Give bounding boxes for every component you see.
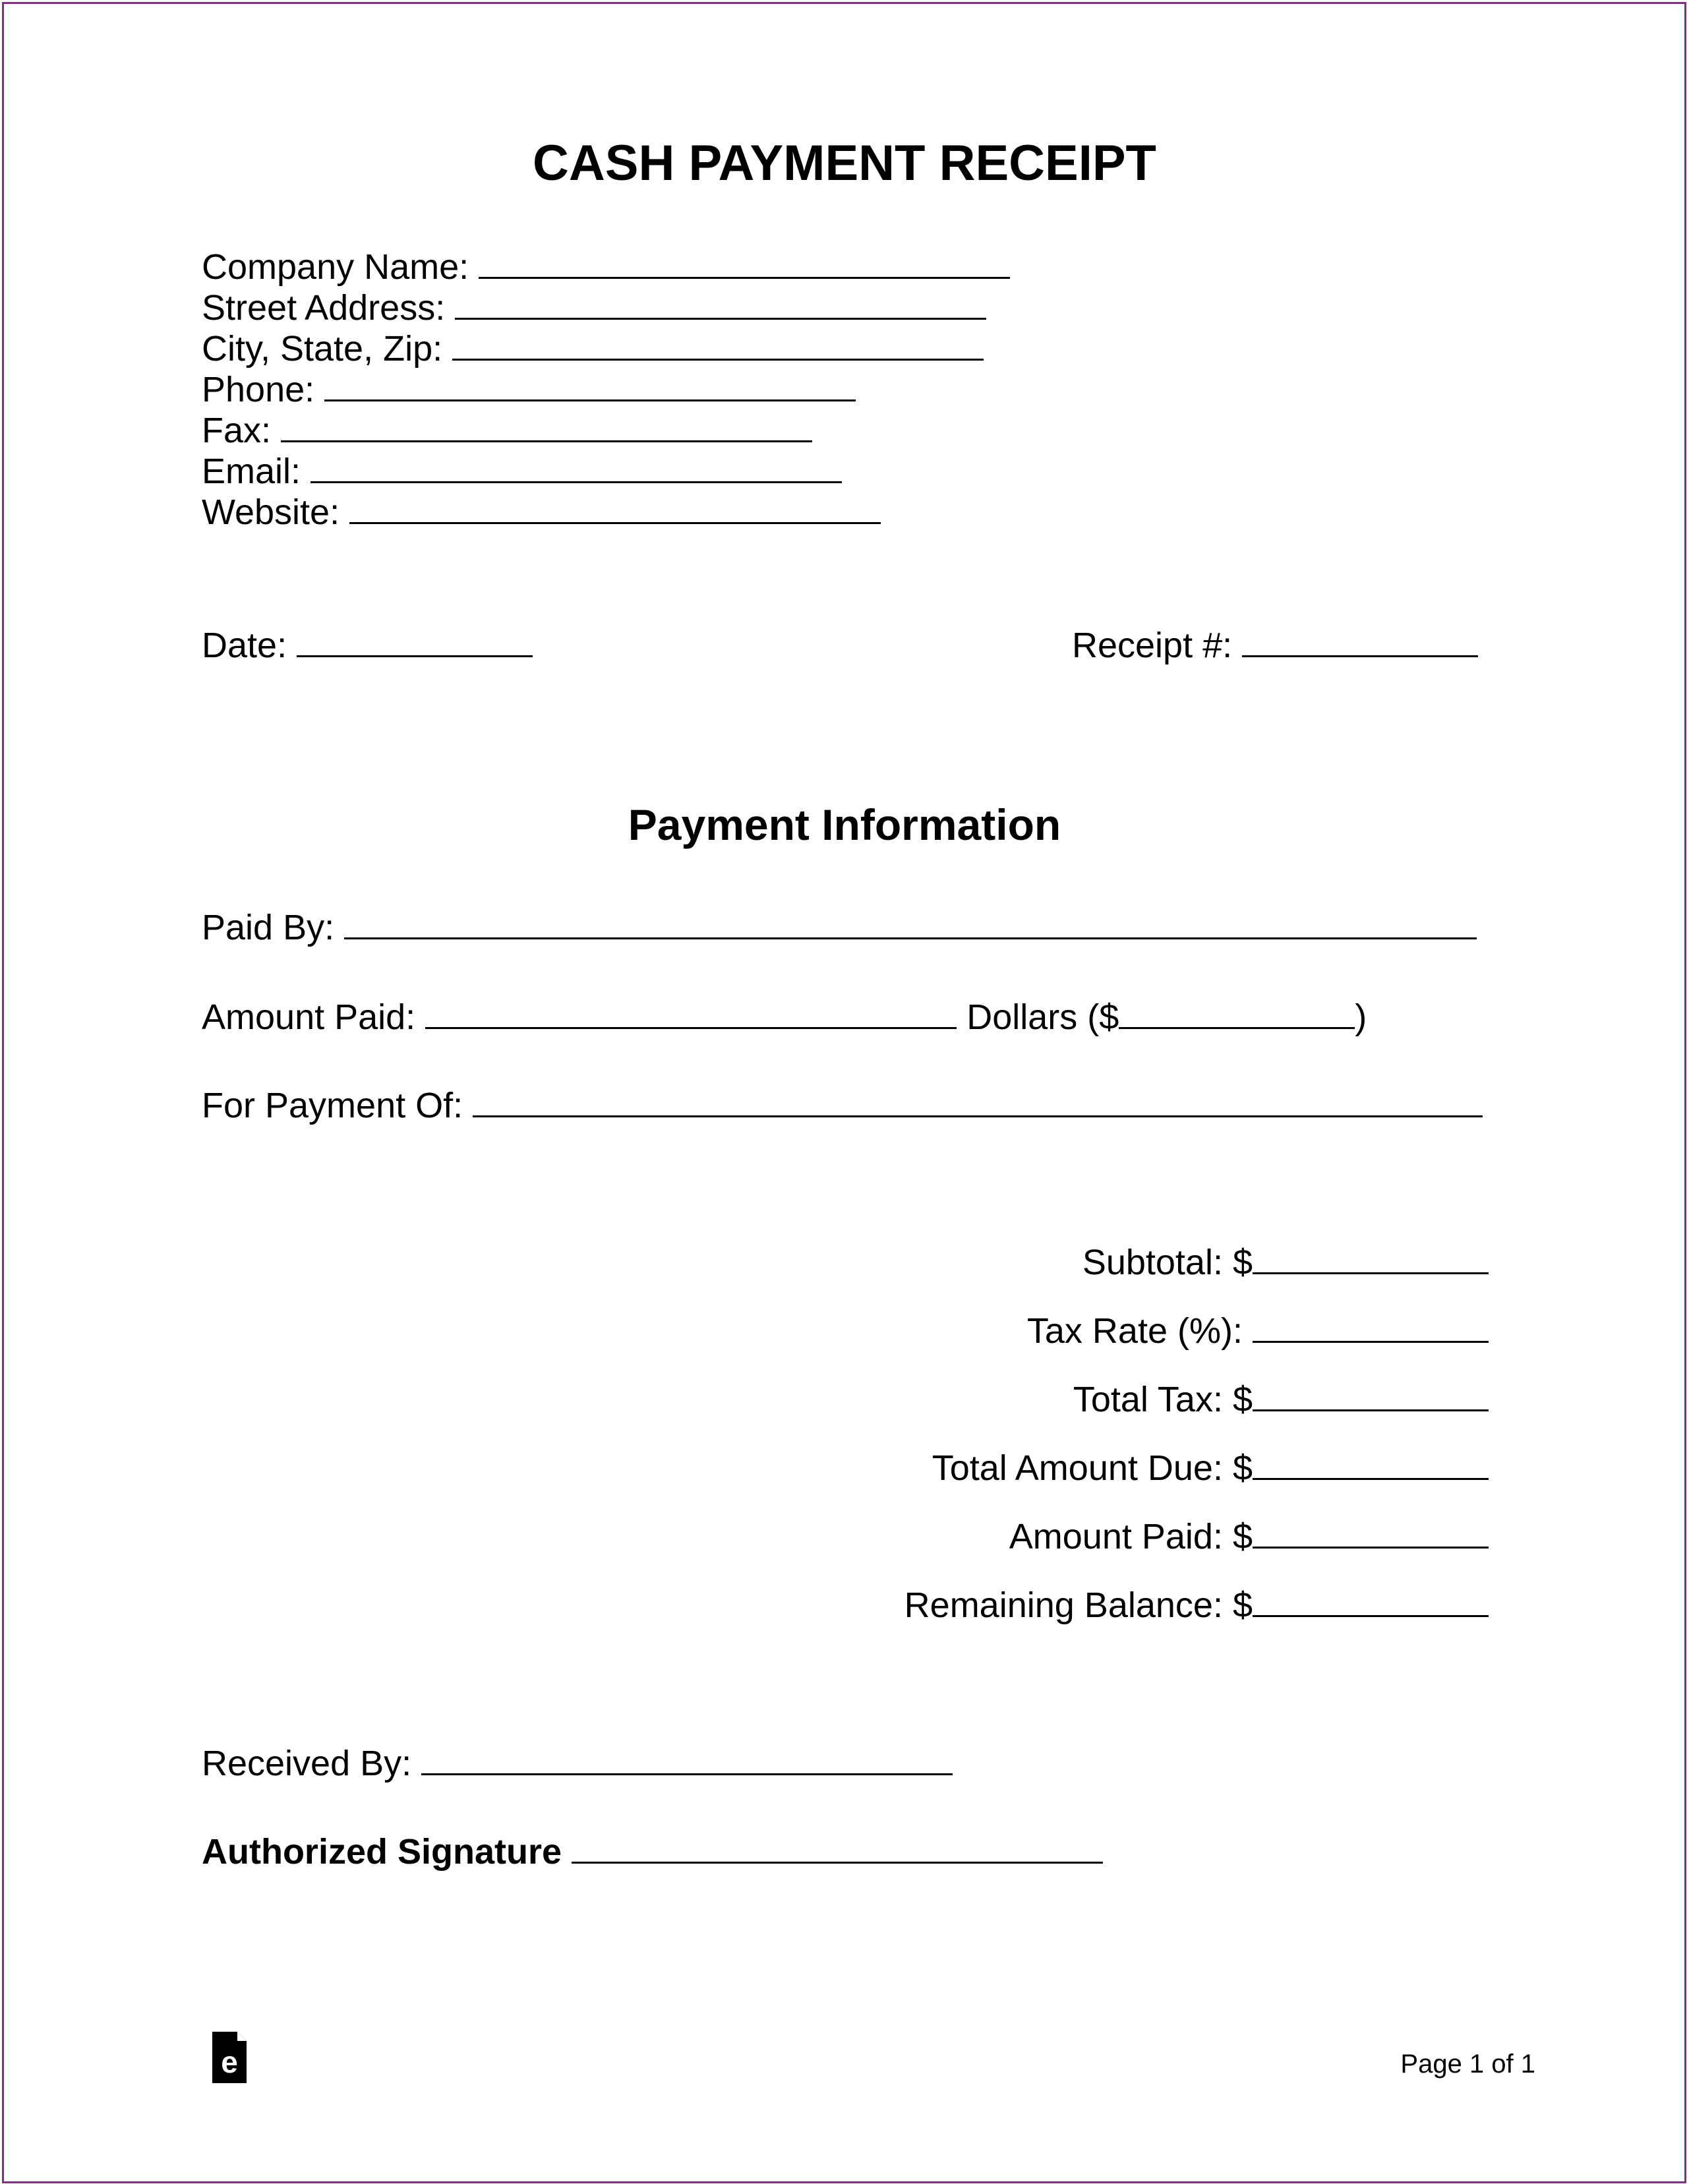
totals-amount-paid-blank[interactable] bbox=[1253, 1515, 1489, 1549]
total-amount-due-label: Total Amount Due: $ bbox=[932, 1448, 1253, 1488]
total-amount-due-row bbox=[932, 1446, 1489, 1489]
authorized-signature-row bbox=[202, 1830, 1103, 1872]
dollars-label: Dollars ($ bbox=[966, 997, 1119, 1037]
received-by-blank[interactable] bbox=[421, 1742, 953, 1775]
total-tax-label: Total Tax: $ bbox=[1073, 1380, 1253, 1419]
date-label: Date: bbox=[202, 626, 287, 665]
totals-amount-paid-label: Amount Paid: $ bbox=[1009, 1517, 1253, 1556]
email-label: Email: bbox=[202, 452, 301, 491]
page-title: CASH PAYMENT RECEIPT bbox=[533, 135, 1156, 191]
company-name-blank[interactable] bbox=[479, 245, 1010, 279]
amount-paid-row bbox=[202, 995, 1367, 1038]
for-payment-of-blank[interactable] bbox=[473, 1084, 1483, 1117]
receipt-number-label: Receipt #: bbox=[1072, 626, 1233, 665]
phone-label: Phone: bbox=[202, 370, 315, 409]
website-label: Website: bbox=[202, 492, 340, 532]
city-state-zip-blank[interactable] bbox=[452, 327, 984, 361]
for-payment-of-row bbox=[202, 1084, 1483, 1126]
paid-by-blank[interactable] bbox=[344, 906, 1477, 939]
street-address-label: Street Address: bbox=[202, 288, 446, 328]
total-amount-due-blank[interactable] bbox=[1253, 1446, 1489, 1480]
totals-amount-paid-row bbox=[1009, 1515, 1489, 1557]
phone-row bbox=[202, 368, 856, 410]
paid-by-row bbox=[202, 906, 1477, 948]
received-by-label: Received By: bbox=[202, 1744, 412, 1783]
amount-paid-label: Amount Paid: bbox=[202, 997, 416, 1037]
company-name-label: Company Name: bbox=[202, 247, 469, 287]
subtotal-row bbox=[1082, 1241, 1489, 1283]
eforms-logo-icon bbox=[211, 2030, 248, 2084]
subtotal-blank[interactable] bbox=[1253, 1241, 1489, 1274]
date-row bbox=[202, 624, 533, 666]
tax-rate-blank[interactable] bbox=[1253, 1309, 1489, 1343]
city-state-zip-row bbox=[202, 327, 984, 369]
svg-text:e: e bbox=[221, 2045, 238, 2079]
street-address-row bbox=[202, 286, 986, 328]
email-row bbox=[202, 450, 842, 492]
payment-information-heading: Payment Information bbox=[628, 800, 1061, 849]
date-blank[interactable] bbox=[297, 624, 533, 657]
authorized-signature-label: Authorized Signature bbox=[202, 1832, 562, 1872]
company-name-row bbox=[202, 245, 1010, 287]
received-by-row bbox=[202, 1742, 953, 1784]
fax-row bbox=[202, 409, 812, 451]
dollars-close: ) bbox=[1355, 997, 1367, 1037]
receipt-number-blank[interactable] bbox=[1242, 624, 1478, 657]
street-address-blank[interactable] bbox=[455, 286, 986, 320]
city-state-zip-label: City, State, Zip: bbox=[202, 329, 443, 369]
for-payment-of-label: For Payment Of: bbox=[202, 1086, 463, 1125]
tax-rate-row bbox=[1027, 1309, 1489, 1351]
total-tax-blank[interactable] bbox=[1253, 1378, 1489, 1411]
total-tax-row bbox=[1073, 1378, 1489, 1420]
page-number: Page 1 of 1 bbox=[1400, 2050, 1535, 2079]
subtotal-label: Subtotal: $ bbox=[1082, 1243, 1253, 1282]
receipt-number-row bbox=[1072, 624, 1478, 666]
phone-blank[interactable] bbox=[324, 368, 856, 401]
authorized-signature-blank[interactable] bbox=[572, 1830, 1103, 1864]
paid-by-label: Paid By: bbox=[202, 908, 335, 947]
website-blank[interactable] bbox=[349, 490, 881, 524]
amount-paid-words-blank[interactable] bbox=[425, 995, 957, 1029]
amount-paid-dollars-blank[interactable] bbox=[1119, 995, 1355, 1029]
remaining-balance-label: Remaining Balance: $ bbox=[904, 1585, 1253, 1625]
fax-blank[interactable] bbox=[281, 409, 812, 442]
website-row bbox=[202, 490, 881, 533]
remaining-balance-blank[interactable] bbox=[1253, 1583, 1489, 1617]
remaining-balance-row bbox=[904, 1583, 1489, 1626]
email-blank[interactable] bbox=[311, 450, 842, 483]
tax-rate-label: Tax Rate (%): bbox=[1026, 1311, 1243, 1351]
fax-label: Fax: bbox=[202, 411, 272, 450]
